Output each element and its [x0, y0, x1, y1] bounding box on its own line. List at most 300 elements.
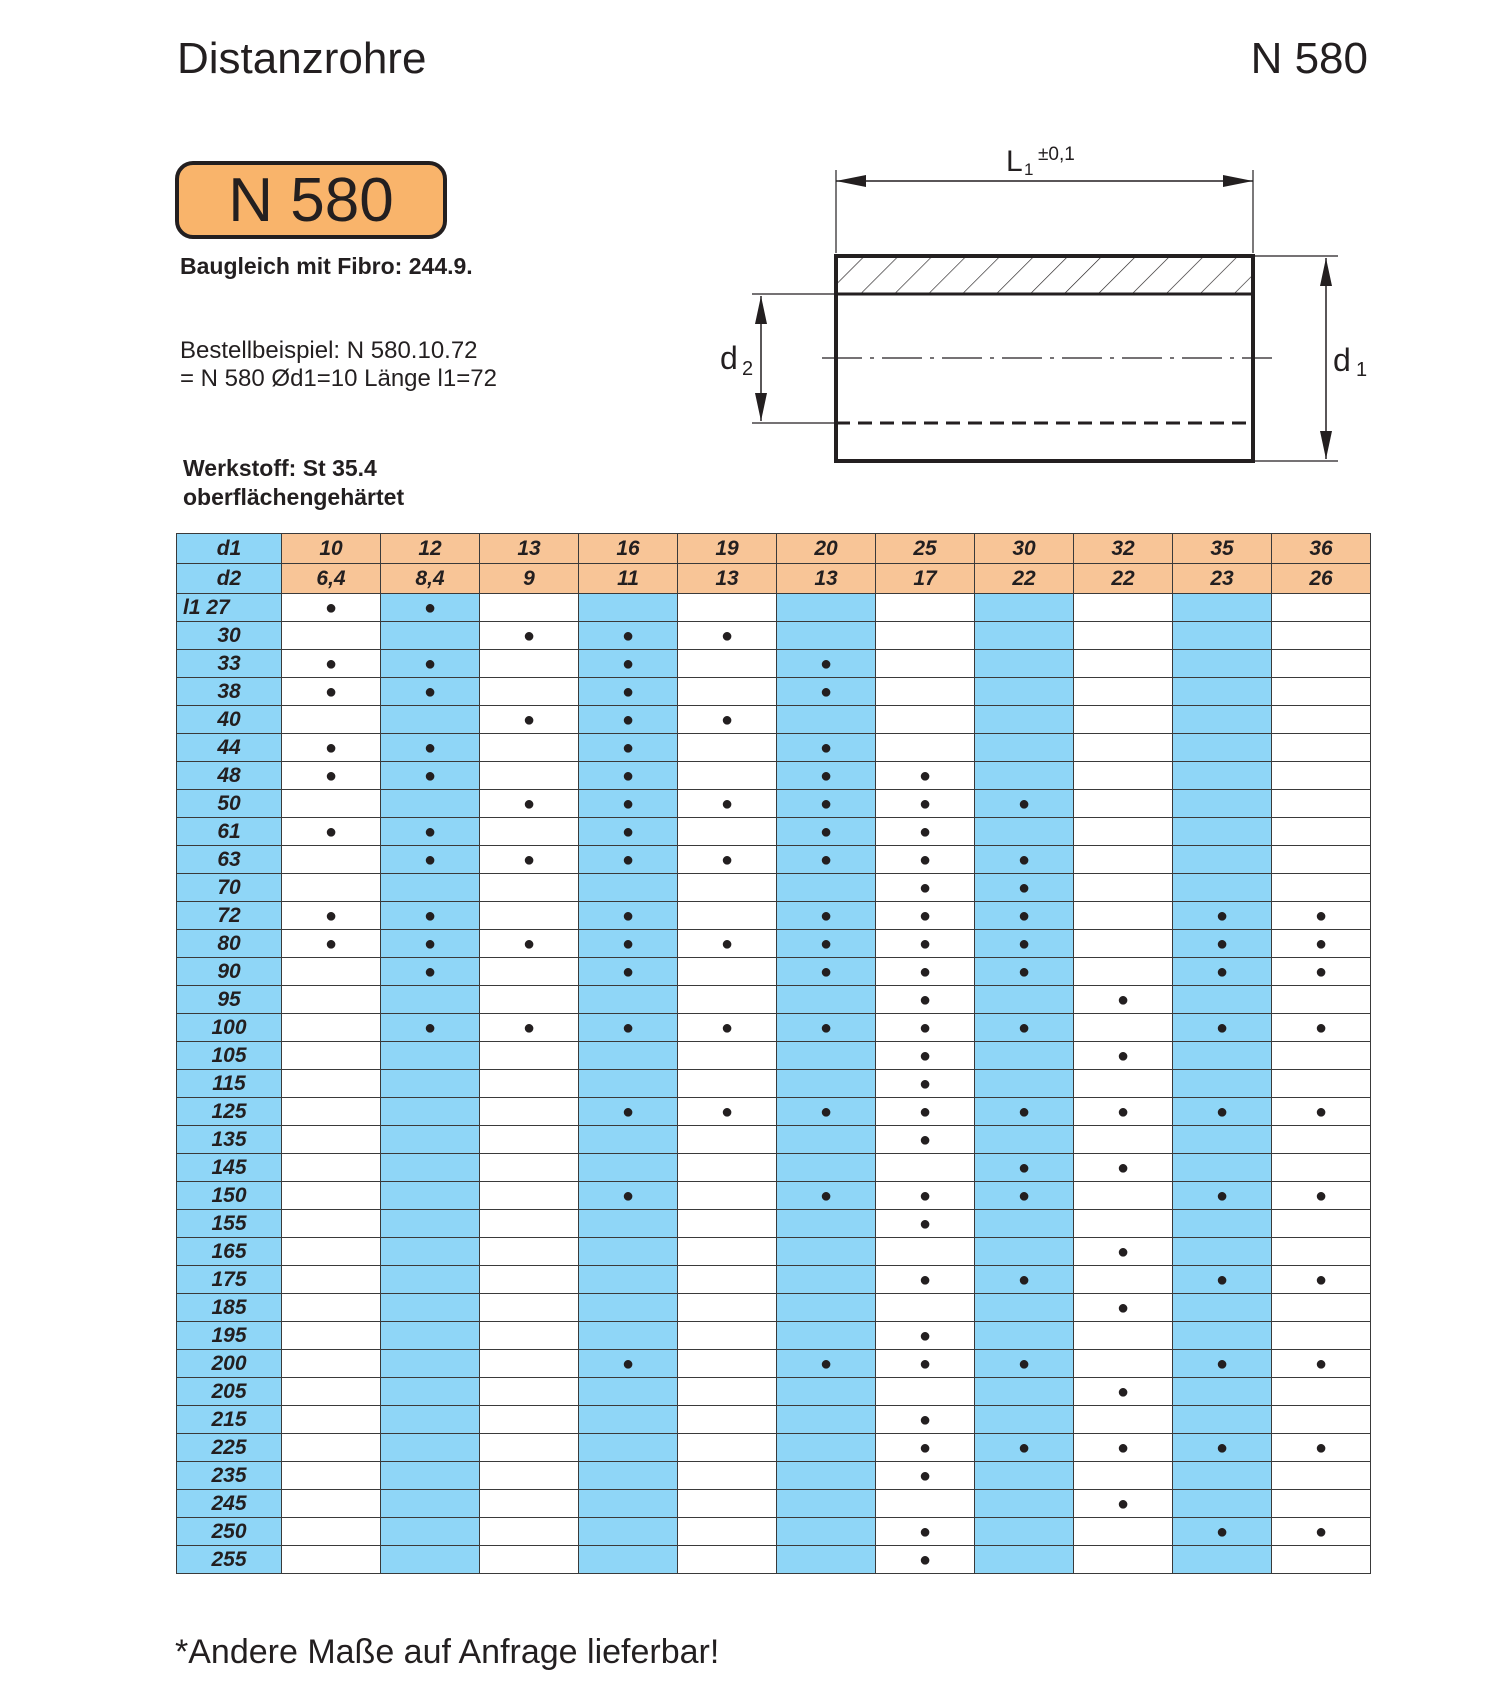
availability-cell — [876, 1490, 975, 1518]
availability-cell — [282, 1434, 381, 1462]
availability-dot-icon: ● — [1215, 1101, 1229, 1123]
availability-dot-icon: ● — [621, 905, 635, 927]
availability-dot-icon: ● — [324, 737, 338, 759]
availability-dot-icon: ● — [918, 989, 932, 1011]
table-row — [177, 1014, 1371, 1042]
availability-dot-icon: ● — [918, 1269, 932, 1291]
availability-cell — [1272, 678, 1371, 706]
availability-cell — [876, 790, 975, 818]
availability-cell — [975, 1406, 1074, 1434]
header-cell-d1: 19 — [678, 534, 777, 564]
availability-cell — [678, 1266, 777, 1294]
availability-dot-icon: ● — [324, 905, 338, 927]
availability-cell — [1173, 1098, 1272, 1126]
availability-cell — [1074, 846, 1173, 874]
table-row — [177, 1182, 1371, 1210]
availability-dot-icon: ● — [621, 765, 635, 787]
row-label: 61 — [177, 818, 282, 846]
availability-cell — [1074, 874, 1173, 902]
availability-cell — [1173, 622, 1272, 650]
availability-cell — [876, 1154, 975, 1182]
availability-cell — [579, 790, 678, 818]
availability-cell — [282, 1070, 381, 1098]
table-row — [177, 1546, 1371, 1574]
availability-cell — [579, 818, 678, 846]
table-row — [177, 1322, 1371, 1350]
availability-cell — [1074, 1378, 1173, 1406]
availability-cell — [876, 818, 975, 846]
availability-cell — [678, 706, 777, 734]
availability-dot-icon: ● — [1116, 1045, 1130, 1067]
availability-cell — [480, 846, 579, 874]
availability-cell — [876, 1378, 975, 1406]
availability-dot-icon: ● — [918, 1017, 932, 1039]
availability-cell — [381, 1014, 480, 1042]
availability-cell — [777, 762, 876, 790]
row-label: 200 — [177, 1350, 282, 1378]
availability-dot-icon: ● — [819, 1017, 833, 1039]
availability-dot-icon: ● — [1314, 1269, 1328, 1291]
availability-cell — [1272, 650, 1371, 678]
availability-cell — [1272, 594, 1371, 622]
availability-cell — [975, 1042, 1074, 1070]
availability-dot-icon: ● — [621, 709, 635, 731]
availability-cell — [777, 790, 876, 818]
technical-drawing — [700, 130, 1400, 480]
availability-cell — [282, 1210, 381, 1238]
availability-cell — [381, 818, 480, 846]
availability-cell — [381, 706, 480, 734]
availability-cell — [381, 874, 480, 902]
availability-dot-icon: ● — [1116, 989, 1130, 1011]
availability-cell — [1074, 1126, 1173, 1154]
availability-cell — [1272, 1294, 1371, 1322]
availability-cell — [1272, 1434, 1371, 1462]
availability-dot-icon: ● — [324, 597, 338, 619]
availability-dot-icon: ● — [324, 653, 338, 675]
availability-cell — [678, 1098, 777, 1126]
availability-dot-icon: ● — [918, 877, 932, 899]
availability-cell — [876, 1350, 975, 1378]
availability-cell — [777, 1014, 876, 1042]
availability-cell — [1173, 1070, 1272, 1098]
availability-cell — [1074, 1266, 1173, 1294]
row-label: 80 — [177, 930, 282, 958]
availability-cell — [282, 1518, 381, 1546]
availability-cell — [678, 1126, 777, 1154]
availability-cell — [876, 1042, 975, 1070]
row-label: 205 — [177, 1378, 282, 1406]
availability-cell — [1074, 622, 1173, 650]
availability-cell — [381, 762, 480, 790]
availability-cell — [975, 1098, 1074, 1126]
availability-cell — [1272, 1098, 1371, 1126]
header-cell-d1: 25 — [876, 534, 975, 564]
availability-cell — [1173, 958, 1272, 986]
availability-cell — [975, 678, 1074, 706]
availability-cell — [579, 1070, 678, 1098]
availability-cell — [777, 1238, 876, 1266]
availability-cell — [579, 1350, 678, 1378]
row-label: 33 — [177, 650, 282, 678]
row-label: d2 — [177, 564, 282, 594]
availability-cell — [678, 1154, 777, 1182]
availability-dot-icon: ● — [1116, 1297, 1130, 1319]
availability-cell — [777, 1266, 876, 1294]
availability-dot-icon: ● — [918, 1073, 932, 1095]
availability-cell — [975, 874, 1074, 902]
availability-cell — [876, 1182, 975, 1210]
availability-cell — [1173, 1126, 1272, 1154]
product-badge-label: N 580 — [228, 165, 394, 235]
row-label: 135 — [177, 1126, 282, 1154]
table-row — [177, 1126, 1371, 1154]
availability-cell — [975, 958, 1074, 986]
row-label: 175 — [177, 1266, 282, 1294]
availability-cell — [480, 622, 579, 650]
availability-cell — [282, 1182, 381, 1210]
availability-dot-icon: ● — [423, 961, 437, 983]
availability-cell — [1272, 1546, 1371, 1574]
availability-cell — [1272, 1378, 1371, 1406]
table-row — [177, 1070, 1371, 1098]
availability-cell — [480, 930, 579, 958]
availability-cell — [1272, 930, 1371, 958]
availability-cell — [381, 1182, 480, 1210]
table-row — [177, 1518, 1371, 1546]
availability-cell — [282, 1266, 381, 1294]
availability-cell — [1173, 902, 1272, 930]
availability-dot-icon: ● — [918, 1045, 932, 1067]
l1-sub: 1 — [1024, 160, 1034, 179]
row-label: 38 — [177, 678, 282, 706]
availability-cell — [876, 762, 975, 790]
availability-cell — [777, 622, 876, 650]
header-cell-d1: 20 — [777, 534, 876, 564]
table-row — [177, 1238, 1371, 1266]
availability-dot-icon: ● — [1314, 961, 1328, 983]
availability-dot-icon: ● — [918, 1353, 932, 1375]
availability-cell — [777, 818, 876, 846]
availability-cell — [678, 1042, 777, 1070]
availability-cell — [1074, 1014, 1173, 1042]
availability-cell — [678, 1322, 777, 1350]
availability-cell — [381, 594, 480, 622]
availability-cell — [480, 650, 579, 678]
availability-cell — [381, 1490, 480, 1518]
availability-dot-icon: ● — [423, 905, 437, 927]
availability-cell — [1272, 1014, 1371, 1042]
table-row — [177, 678, 1371, 706]
availability-dot-icon: ● — [1017, 1353, 1031, 1375]
header-cell-d1: 35 — [1173, 534, 1272, 564]
availability-cell — [381, 622, 480, 650]
availability-cell — [1272, 790, 1371, 818]
availability-dot-icon: ● — [1017, 1269, 1031, 1291]
availability-dot-icon: ● — [1215, 1185, 1229, 1207]
availability-cell — [975, 1014, 1074, 1042]
availability-dot-icon: ● — [819, 793, 833, 815]
availability-cell — [777, 1518, 876, 1546]
availability-cell — [1173, 706, 1272, 734]
availability-cell — [777, 846, 876, 874]
header-cell-d2: 11 — [579, 564, 678, 594]
availability-dot-icon: ● — [720, 709, 734, 731]
availability-cell — [1272, 1266, 1371, 1294]
footnote: *Andere Maße auf Anfrage lieferbar! — [175, 1633, 720, 1671]
table-row — [177, 762, 1371, 790]
availability-cell — [579, 1014, 678, 1042]
availability-cell — [1074, 930, 1173, 958]
availability-cell — [975, 1182, 1074, 1210]
availability-cell — [678, 1434, 777, 1462]
availability-cell — [480, 1434, 579, 1462]
availability-cell — [579, 930, 678, 958]
availability-dot-icon: ● — [1017, 849, 1031, 871]
availability-cell — [1074, 1462, 1173, 1490]
availability-cell — [1074, 594, 1173, 622]
availability-cell — [777, 1182, 876, 1210]
availability-cell — [1173, 1322, 1272, 1350]
table-row — [177, 1042, 1371, 1070]
availability-cell — [381, 1518, 480, 1546]
availability-cell — [1173, 1518, 1272, 1546]
availability-cell — [1173, 818, 1272, 846]
availability-cell — [480, 874, 579, 902]
availability-cell — [480, 986, 579, 1014]
availability-cell — [1272, 902, 1371, 930]
availability-cell — [678, 678, 777, 706]
availability-cell — [1173, 874, 1272, 902]
row-label: 30 — [177, 622, 282, 650]
availability-cell — [678, 1462, 777, 1490]
availability-dot-icon: ● — [621, 1101, 635, 1123]
availability-cell — [777, 734, 876, 762]
availability-cell — [678, 1406, 777, 1434]
availability-cell — [381, 846, 480, 874]
availability-dot-icon: ● — [621, 737, 635, 759]
availability-dot-icon: ● — [1314, 1101, 1328, 1123]
availability-dot-icon: ● — [1314, 1437, 1328, 1459]
availability-dot-icon: ● — [819, 1353, 833, 1375]
availability-cell — [480, 1014, 579, 1042]
availability-cell — [579, 874, 678, 902]
availability-dot-icon: ● — [1215, 961, 1229, 983]
availability-cell — [282, 1490, 381, 1518]
header-cell-d2: 22 — [1074, 564, 1173, 594]
availability-cell — [975, 790, 1074, 818]
header-cell-d1: 36 — [1272, 534, 1371, 564]
availability-dot-icon: ● — [918, 1409, 932, 1431]
availability-cell — [381, 1154, 480, 1182]
availability-cell — [876, 1210, 975, 1238]
availability-cell — [1074, 1434, 1173, 1462]
availability-cell — [876, 1126, 975, 1154]
row-label: 105 — [177, 1042, 282, 1070]
availability-cell — [678, 1490, 777, 1518]
availability-cell — [480, 706, 579, 734]
availability-cell — [1272, 846, 1371, 874]
availability-dot-icon: ● — [324, 681, 338, 703]
availability-dot-icon: ● — [423, 1017, 437, 1039]
availability-cell — [282, 1378, 381, 1406]
availability-dot-icon: ● — [324, 933, 338, 955]
availability-cell — [381, 1294, 480, 1322]
availability-cell — [1173, 1154, 1272, 1182]
availability-cell — [282, 874, 381, 902]
material-line2: oberflächengehärtet — [183, 484, 405, 510]
availability-cell — [381, 1098, 480, 1126]
availability-cell — [579, 958, 678, 986]
table-row — [177, 874, 1371, 902]
availability-cell — [876, 1322, 975, 1350]
availability-cell — [282, 1462, 381, 1490]
table-row — [177, 1154, 1371, 1182]
availability-cell — [678, 1014, 777, 1042]
availability-cell — [579, 734, 678, 762]
availability-cell — [1272, 1154, 1371, 1182]
availability-cell — [975, 1350, 1074, 1378]
availability-cell — [1272, 1042, 1371, 1070]
availability-dot-icon: ● — [918, 1213, 932, 1235]
availability-cell — [1272, 1070, 1371, 1098]
availability-cell — [1272, 1182, 1371, 1210]
availability-cell — [579, 986, 678, 1014]
row-label: 50 — [177, 790, 282, 818]
availability-cell — [282, 902, 381, 930]
availability-cell — [1173, 594, 1272, 622]
availability-dot-icon: ● — [819, 905, 833, 927]
header-row-d2 — [177, 564, 1371, 594]
d1-sub: 1 — [1356, 359, 1368, 381]
row-label: 100 — [177, 1014, 282, 1042]
availability-cell — [876, 1070, 975, 1098]
row-label: 145 — [177, 1154, 282, 1182]
availability-dot-icon: ● — [522, 1017, 536, 1039]
availability-cell — [777, 706, 876, 734]
availability-dot-icon: ● — [1314, 1017, 1328, 1039]
availability-dot-icon: ● — [621, 1353, 635, 1375]
row-label: 245 — [177, 1490, 282, 1518]
availability-cell — [975, 1070, 1074, 1098]
availability-cell — [876, 622, 975, 650]
page-title: Distanzrohre — [177, 34, 427, 83]
product-badge — [175, 161, 447, 239]
availability-cell — [678, 1182, 777, 1210]
availability-cell — [975, 622, 1074, 650]
availability-dot-icon: ● — [918, 1465, 932, 1487]
availability-cell — [480, 762, 579, 790]
table-row — [177, 846, 1371, 874]
availability-cell — [1173, 1294, 1272, 1322]
availability-cell — [579, 846, 678, 874]
availability-cell — [579, 622, 678, 650]
table-row — [177, 1210, 1371, 1238]
availability-dot-icon: ● — [918, 849, 932, 871]
availability-cell — [678, 874, 777, 902]
table-row — [177, 986, 1371, 1014]
availability-cell — [282, 986, 381, 1014]
availability-cell — [678, 1210, 777, 1238]
availability-dot-icon: ● — [1017, 961, 1031, 983]
availability-cell — [1173, 846, 1272, 874]
header-cell-d1: 32 — [1074, 534, 1173, 564]
row-label: 195 — [177, 1322, 282, 1350]
availability-cell — [480, 1210, 579, 1238]
availability-cell — [282, 1350, 381, 1378]
availability-cell — [381, 1126, 480, 1154]
availability-cell — [1272, 1322, 1371, 1350]
row-label: 125 — [177, 1098, 282, 1126]
availability-cell — [1173, 1014, 1272, 1042]
availability-cell — [777, 1434, 876, 1462]
order-example-line1: Bestellbeispiel: N 580.10.72 — [180, 337, 478, 364]
availability-cell — [1173, 1378, 1272, 1406]
availability-cell — [282, 1238, 381, 1266]
availability-dot-icon: ● — [621, 933, 635, 955]
availability-cell — [579, 1294, 678, 1322]
availability-cell — [876, 1238, 975, 1266]
availability-cell — [381, 790, 480, 818]
availability-cell — [678, 818, 777, 846]
availability-cell — [678, 902, 777, 930]
header-row-d1 — [177, 534, 1371, 564]
table-row — [177, 958, 1371, 986]
availability-dot-icon: ● — [720, 933, 734, 955]
availability-cell — [480, 1266, 579, 1294]
availability-cell — [1074, 1406, 1173, 1434]
availability-dot-icon: ● — [621, 793, 635, 815]
availability-cell — [480, 1294, 579, 1322]
availability-cell — [1074, 1098, 1173, 1126]
availability-dot-icon: ● — [1017, 1101, 1031, 1123]
header-cell-d2: 6,4 — [282, 564, 381, 594]
l1-label: L — [1006, 145, 1023, 178]
availability-cell — [975, 1210, 1074, 1238]
l1-tolerance: ±0,1 — [1038, 144, 1075, 165]
availability-cell — [381, 1210, 480, 1238]
availability-cell — [381, 902, 480, 930]
header-cell-d2: 22 — [975, 564, 1074, 594]
availability-dot-icon: ● — [1116, 1493, 1130, 1515]
table-row — [177, 734, 1371, 762]
table-row — [177, 1434, 1371, 1462]
availability-dot-icon: ● — [1017, 793, 1031, 815]
availability-dot-icon: ● — [621, 681, 635, 703]
availability-cell — [678, 1518, 777, 1546]
availability-dot-icon: ● — [621, 625, 635, 647]
availability-cell — [678, 734, 777, 762]
availability-cell — [480, 678, 579, 706]
availability-cell — [282, 846, 381, 874]
availability-cell — [777, 1210, 876, 1238]
row-label: 63 — [177, 846, 282, 874]
availability-cell — [1173, 930, 1272, 958]
availability-dot-icon: ● — [819, 933, 833, 955]
availability-cell — [678, 1070, 777, 1098]
availability-dot-icon: ● — [1116, 1157, 1130, 1179]
availability-dot-icon: ● — [1314, 1353, 1328, 1375]
availability-dot-icon: ● — [423, 821, 437, 843]
row-label: 225 — [177, 1434, 282, 1462]
availability-cell — [1173, 650, 1272, 678]
availability-cell — [1074, 1070, 1173, 1098]
availability-dot-icon: ● — [1017, 1185, 1031, 1207]
availability-cell — [579, 1322, 678, 1350]
availability-dot-icon: ● — [1017, 933, 1031, 955]
availability-cell — [1173, 1406, 1272, 1434]
availability-cell — [381, 734, 480, 762]
